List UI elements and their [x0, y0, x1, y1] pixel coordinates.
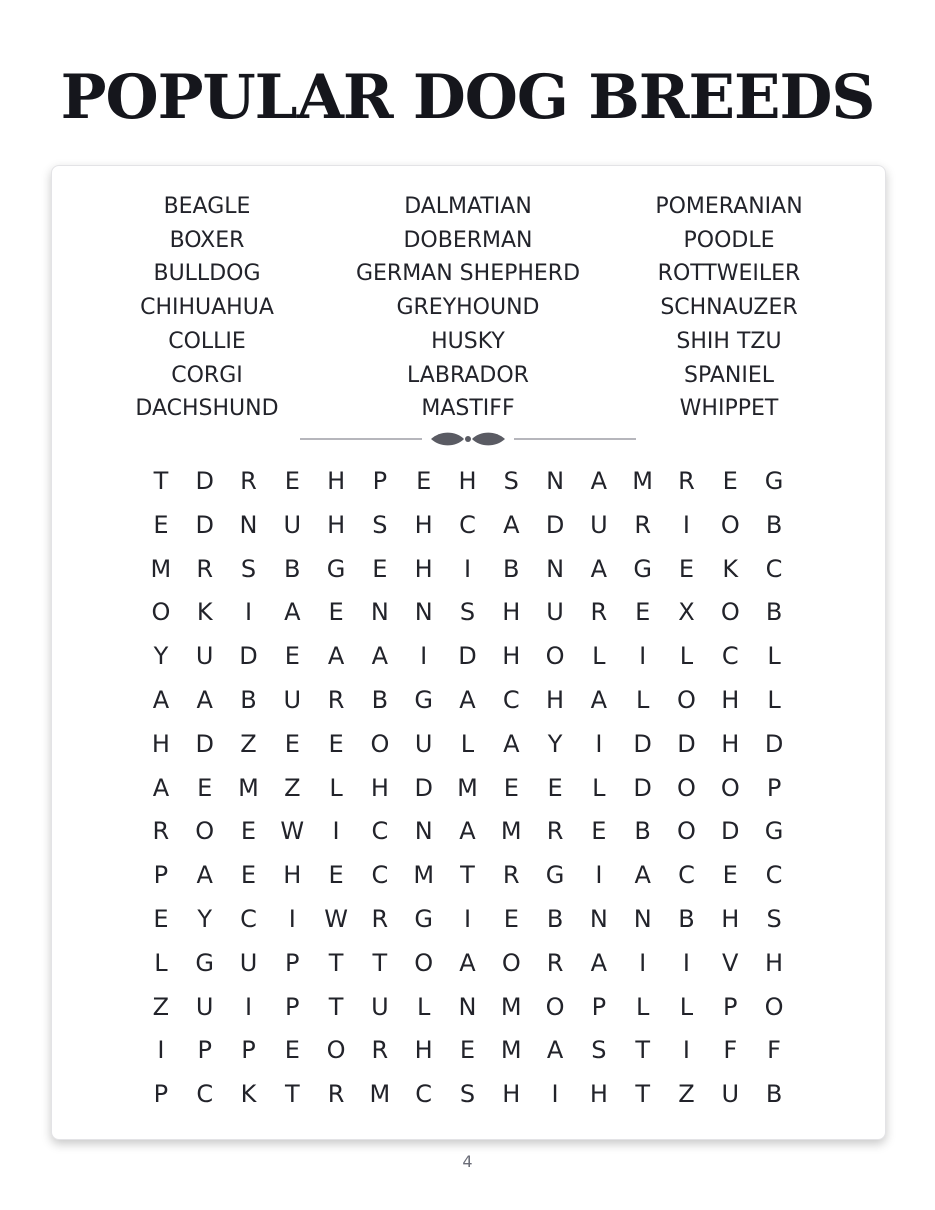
grid-cell: E [591, 817, 607, 846]
grid-cell: L [679, 642, 694, 671]
grid-cell: I [420, 642, 428, 671]
grid-cell: H [414, 1036, 433, 1065]
grid-cell: P [241, 1036, 256, 1065]
grid-cell: H [327, 510, 346, 539]
grid-cell: E [284, 729, 300, 758]
grid-cell: D [633, 773, 652, 802]
grid-cell: U [414, 729, 433, 758]
ornamental-divider-icon [300, 429, 636, 449]
grid-cell: S [459, 1080, 476, 1109]
grid-cell: E [547, 773, 563, 802]
grid-cell: U [371, 992, 389, 1021]
word-list-item: POMERANIAN [655, 194, 803, 219]
grid-cell: B [284, 554, 301, 583]
grid-row [139, 898, 799, 942]
grid-cell: B [634, 817, 651, 846]
word-list-item: ROTTWEILER [657, 261, 801, 287]
word-list-column-1 [67, 190, 347, 426]
grid-cell: O [501, 948, 521, 977]
grid-cell: G [326, 554, 346, 583]
grid-cell: B [503, 554, 520, 583]
word-list-item: DALMATIAN [404, 194, 532, 219]
grid-cell: L [329, 773, 343, 802]
grid-cell: G [764, 817, 784, 846]
grid-cell: N [239, 510, 258, 539]
page-title: POPULAR DOG BREEDS [60, 62, 875, 133]
grid-cell: D [545, 510, 565, 539]
word-list-column-2 [328, 190, 608, 426]
grid-cell: O [720, 773, 740, 802]
grid-cell: H [502, 598, 521, 627]
grid-cell: I [639, 642, 647, 671]
grid-cell: A [459, 685, 476, 714]
grid-cell: G [414, 685, 433, 714]
grid-cell: D [633, 729, 652, 758]
grid-cell: G [414, 904, 433, 933]
word-list-item: GERMAN SHEPHERD [355, 261, 581, 287]
word-list-item: GREYHOUND [396, 295, 540, 321]
grid-cell: S [372, 510, 388, 539]
grid-cell: R [327, 685, 345, 714]
grid-cell: O [414, 948, 434, 977]
grid-cell: H [502, 1080, 521, 1109]
grid-cell: C [502, 685, 520, 714]
grid-cell: H [458, 467, 477, 495]
grid-cell: B [765, 510, 783, 539]
grid-row [139, 810, 799, 854]
grid-cell: T [328, 992, 344, 1021]
grid-cell: O [677, 685, 696, 714]
grid-cell: K [722, 554, 739, 583]
grid-cell: I [463, 904, 472, 933]
grid-cell: D [195, 467, 214, 495]
grid-cell: O [545, 992, 565, 1021]
grid-cell: E [635, 598, 651, 627]
grid-cell: E [503, 773, 519, 802]
grid-cell: O [720, 510, 740, 539]
grid-cell: A [371, 642, 389, 671]
grid-cell: W [280, 817, 305, 846]
grid-cell: N [370, 598, 389, 627]
grid-cell: A [590, 467, 608, 495]
grid-cell: A [503, 729, 520, 758]
grid-cell: S [766, 904, 782, 933]
grid-cell: P [285, 992, 300, 1021]
grid-cell: B [240, 685, 257, 714]
grid-cell: P [197, 1036, 212, 1065]
grid-cell: R [152, 817, 170, 846]
word-list-item: BEAGLE [163, 194, 251, 219]
grid-cell: A [546, 1036, 564, 1065]
grid-cell: N [414, 817, 433, 846]
grid-cell: E [153, 510, 169, 539]
grid-cell: R [196, 554, 214, 583]
word-list-item: LABRADOR [407, 362, 529, 388]
grid-cell: M [150, 554, 172, 583]
grid-cell: E [197, 773, 213, 802]
grid-cell: R [590, 598, 608, 627]
grid-cell: I [332, 817, 340, 846]
grid-cell: A [152, 685, 170, 714]
grid-cell: Z [240, 729, 257, 758]
grid-row [139, 635, 799, 679]
grid-cell: O [677, 817, 696, 846]
grid-cell: L [767, 685, 781, 714]
grid-cell: L [154, 948, 168, 977]
grid-cell: E [284, 642, 300, 671]
grid-cell: M [500, 1036, 522, 1065]
grid-cell: P [723, 992, 738, 1021]
word-list-item: MASTIFF [421, 396, 515, 422]
grid-cell: D [764, 729, 784, 758]
grid-cell: R [371, 904, 389, 933]
grid-cell: E [328, 729, 344, 758]
grid-cell: H [721, 685, 740, 714]
grid-cell: H [370, 773, 389, 802]
grid-cell: G [764, 467, 784, 495]
grid-cell: M [457, 773, 478, 802]
grid-cell: N [546, 467, 565, 495]
word-list-item: BOXER [169, 227, 245, 253]
grid-cell: E [722, 861, 738, 890]
page-number: 4 [462, 1152, 473, 1171]
grid-cell: L [416, 992, 431, 1021]
grid-row [139, 591, 799, 635]
word-list-item: SHIH TZU [676, 328, 782, 354]
grid-cell: H [414, 510, 433, 539]
grid-cell: C [196, 1080, 214, 1109]
grid-cell: X [678, 598, 695, 627]
grid-cell: H [546, 685, 565, 714]
grid-cell: P [285, 948, 300, 977]
grid-cell: E [240, 817, 257, 846]
grid-cell: T [372, 948, 388, 977]
grid-cell: N [633, 904, 652, 933]
grid-cell: E [678, 554, 695, 583]
grid-cell: R [546, 817, 564, 846]
grid-cell: O [370, 729, 390, 758]
grid-cell: P [153, 861, 169, 890]
grid-row [139, 1073, 799, 1117]
grid-cell: H [721, 904, 740, 933]
grid-cell: D [721, 817, 740, 846]
grid-cell: L [767, 642, 781, 671]
grid-cell: P [153, 1080, 169, 1109]
grid-cell: T [635, 1080, 650, 1109]
grid-cell: A [459, 817, 476, 846]
grid-cell: D [677, 729, 696, 758]
grid-cell: U [590, 510, 608, 539]
grid-cell: L [635, 685, 650, 714]
grid-cell: B [765, 1080, 783, 1109]
word-list-item: SPANIEL [684, 362, 774, 388]
grid-cell: E [328, 598, 344, 627]
grid-cell: E [284, 467, 300, 495]
grid-cell: A [196, 861, 213, 890]
grid-cell: O [195, 817, 215, 846]
grid-cell: O [677, 773, 696, 802]
grid-row [139, 504, 799, 548]
letter-grid [139, 460, 799, 1117]
grid-cell: D [195, 510, 214, 539]
grid-cell: E [284, 1036, 300, 1065]
grid-cell: E [240, 861, 257, 890]
grid-cell: E [153, 904, 169, 933]
grid-cell: E [503, 904, 519, 933]
grid-cell: I [157, 1036, 165, 1065]
grid-cell: Y [197, 904, 213, 933]
grid-cell: K [240, 1080, 257, 1109]
grid-cell: U [239, 948, 258, 977]
grid-cell: L [460, 729, 475, 758]
grid-cell: B [678, 904, 695, 933]
grid-cell: E [722, 467, 738, 495]
grid-cell: Y [547, 729, 563, 758]
grid-cell: O [764, 992, 784, 1021]
grid-cell: S [240, 554, 257, 583]
grid-row [139, 1029, 799, 1073]
grid-cell: H [765, 948, 784, 977]
grid-cell: M [369, 1080, 391, 1109]
grid-cell: D [414, 773, 433, 802]
grid-cell: B [546, 904, 564, 933]
grid-cell: S [591, 1036, 607, 1065]
grid-cell: U [283, 510, 302, 539]
grid-cell: C [371, 861, 389, 890]
grid-cell: W [324, 904, 348, 933]
grid-cell: R [240, 467, 257, 495]
grid-cell: H [151, 729, 170, 758]
grid-cell: M [500, 992, 522, 1021]
grid-cell: U [195, 642, 214, 671]
word-list-item: DOBERMAN [403, 227, 533, 253]
grid-cell: R [327, 1080, 345, 1109]
grid-cell: D [458, 642, 477, 671]
grid-cell: Z [284, 773, 301, 802]
grid-cell: A [503, 510, 520, 539]
grid-cell: N [414, 598, 433, 627]
grid-row [139, 767, 799, 811]
grid-cell: A [590, 554, 608, 583]
grid-cell: I [288, 904, 296, 933]
grid-cell: F [723, 1036, 738, 1065]
grid-cell: P [766, 773, 782, 802]
grid-cell: H [414, 554, 433, 583]
grid-cell: A [196, 685, 213, 714]
grid-cell: M [632, 467, 654, 495]
grid-cell: R [502, 861, 520, 890]
grid-cell: O [720, 598, 740, 627]
grid-row [139, 942, 799, 986]
word-list-item: BULLDOG [153, 261, 261, 287]
grid-cell: L [592, 773, 606, 802]
grid-cell: I [682, 948, 690, 977]
grid-cell: E [459, 1036, 476, 1065]
grid-cell: I [463, 554, 472, 583]
grid-cell: E [372, 554, 388, 583]
grid-cell: H [283, 861, 302, 890]
grid-cell: O [545, 642, 565, 671]
grid-cell: V [722, 948, 739, 977]
grid-cell: H [589, 1080, 608, 1109]
grid-cell: O [326, 1036, 346, 1065]
grid-cell: D [195, 729, 214, 758]
grid-cell: Z [678, 1080, 695, 1109]
grid-cell: N [546, 554, 565, 583]
grid-cell: U [721, 1080, 740, 1109]
grid-cell: L [592, 642, 606, 671]
grid-cell: T [460, 861, 475, 890]
grid-cell: T [635, 1036, 650, 1065]
grid-cell: A [327, 642, 345, 671]
grid-cell: L [679, 992, 694, 1021]
grid-row [139, 548, 799, 592]
grid-cell: D [239, 642, 258, 671]
grid-cell: M [500, 817, 522, 846]
word-list-item: SCHNAUZER [660, 295, 798, 321]
grid-cell: G [545, 861, 565, 890]
grid-cell: E [416, 467, 432, 495]
grid-cell: L [635, 992, 650, 1021]
grid-cell: H [502, 642, 521, 671]
grid-cell: K [196, 598, 213, 627]
grid-cell: C [371, 817, 389, 846]
grid-cell: C [765, 554, 783, 583]
grid-cell: C [721, 642, 739, 671]
grid-cell: U [546, 598, 564, 627]
grid-cell: G [633, 554, 652, 583]
grid-cell: R [371, 1036, 389, 1065]
grid-cell: I [551, 1080, 559, 1109]
grid-cell: C [240, 904, 257, 933]
word-list-item: CHIHUAHUA [140, 295, 274, 321]
grid-cell: P [372, 467, 388, 495]
grid-cell: I [682, 510, 690, 539]
grid-cell: R [678, 467, 695, 495]
grid-cell: B [765, 598, 783, 627]
grid-cell: T [328, 948, 344, 977]
word-list-item: POODLE [683, 227, 775, 253]
grid-cell: O [151, 598, 171, 627]
grid-cell: N [458, 992, 477, 1021]
grid-cell: C [765, 861, 783, 890]
grid-cell: P [591, 992, 607, 1021]
grid-row [139, 460, 799, 504]
word-list-item: CORGI [171, 362, 243, 388]
grid-cell: C [415, 1080, 433, 1109]
grid-cell: R [634, 510, 651, 539]
word-list [52, 190, 885, 430]
grid-row [139, 679, 799, 723]
grid-cell: A [152, 773, 170, 802]
grid-row [139, 986, 799, 1030]
grid-cell: C [459, 510, 476, 539]
word-list-item: HUSKY [431, 328, 505, 354]
grid-cell: G [195, 948, 214, 977]
grid-cell: R [546, 948, 564, 977]
grid-cell: U [195, 992, 214, 1021]
grid-cell: N [589, 904, 608, 933]
grid-row [139, 854, 799, 898]
grid-cell: S [503, 467, 519, 495]
grid-cell: A [459, 948, 476, 977]
grid-cell: B [371, 685, 389, 714]
grid-cell: C [678, 861, 695, 890]
grid-cell: Y [153, 642, 169, 671]
puzzle-card [51, 165, 886, 1140]
grid-cell: E [328, 861, 344, 890]
grid-cell: A [590, 685, 608, 714]
word-list-item: COLLIE [168, 328, 246, 354]
grid-cell: I [244, 992, 253, 1021]
grid-cell: A [284, 598, 301, 627]
grid-cell: A [590, 948, 608, 977]
grid-cell: S [459, 598, 476, 627]
grid-cell: M [413, 861, 435, 890]
grid-cell: T [153, 467, 169, 495]
grid-cell: I [244, 598, 253, 627]
grid-cell: I [595, 729, 603, 758]
grid-cell: T [284, 1080, 300, 1109]
grid-cell: U [283, 685, 302, 714]
word-list-item: WHIPPET [679, 396, 779, 422]
word-list-column-3 [589, 190, 869, 426]
grid-cell: Z [152, 992, 170, 1021]
grid-cell: H [721, 729, 740, 758]
grid-cell: F [767, 1036, 781, 1065]
word-list-item: DACHSHUND [135, 396, 279, 422]
grid-cell: H [327, 467, 346, 495]
grid-row [139, 723, 799, 767]
grid-cell: I [639, 948, 647, 977]
grid-cell: I [595, 861, 603, 890]
grid-cell: M [238, 773, 259, 802]
grid-cell: A [634, 861, 651, 890]
grid-cell: I [682, 1036, 690, 1065]
